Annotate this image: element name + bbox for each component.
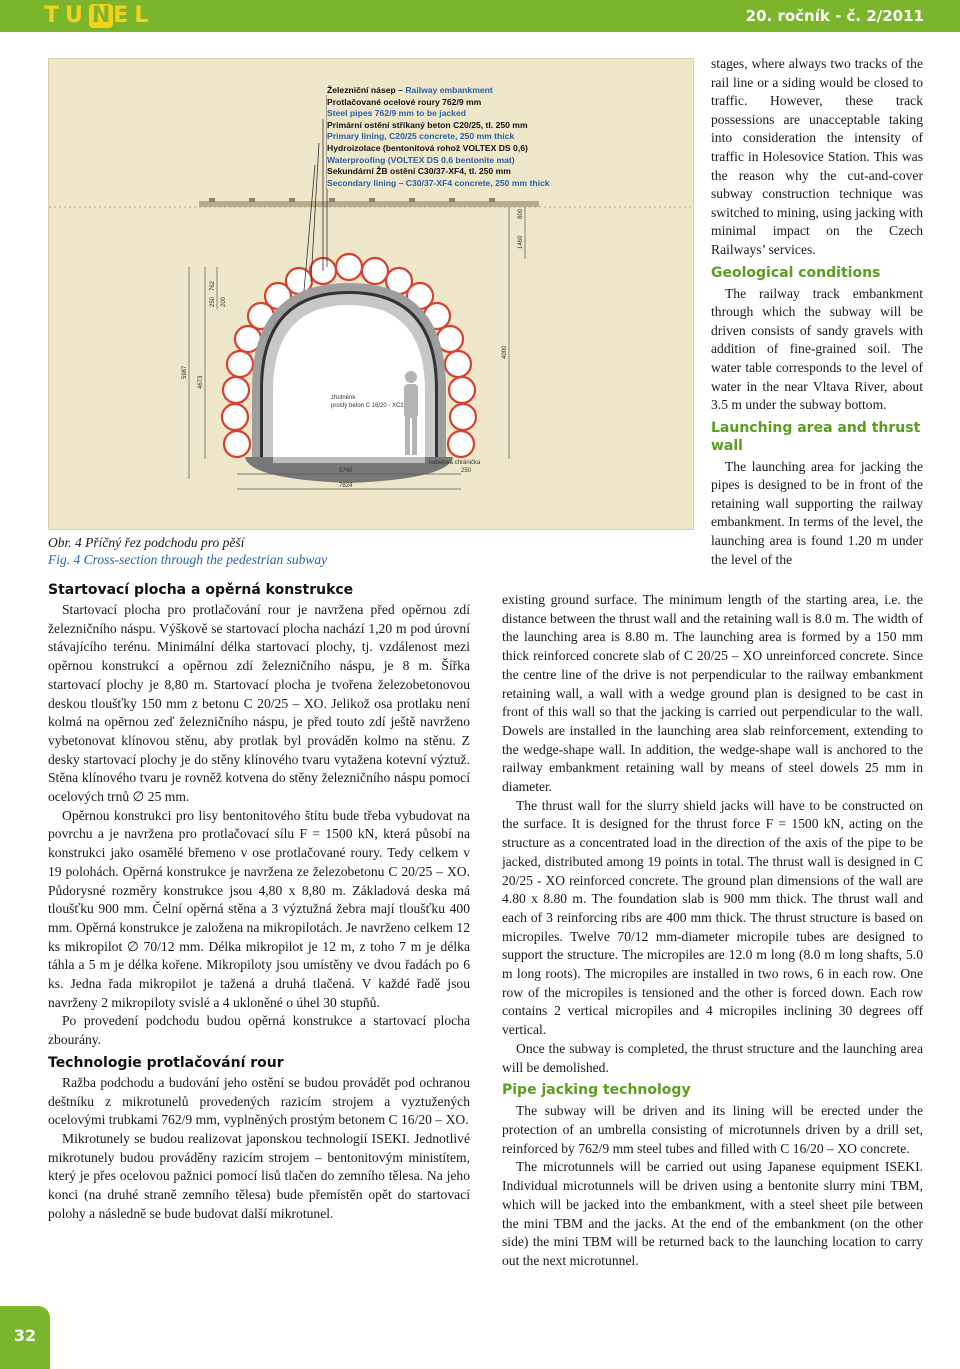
paragraph: Opěrnou konstrukci pro lisy bentonitového štítu bude třeba vybudovat na povrchu a je navržena pro protlačovací sílu F = 1500 kN, která působí na konstrukci jako osamělé břemeno v ose protlačované roury. Tedy celkem v 19 polohách. Opěrná konstrukce je navržena ze železobetonu C 20/25 – XO. Půdorysné rozměry konstrukce jsou 4,80 x 8,80 m. Základová deska má tloušťku 900 mm. Čelní opěrná stěna a 3 výztužná žebra mají tloušťku 400 mm. Opěrná konstrukce je založena na mikropilotách. Je navrženo celkem 12 ks mikropilot ∅ 70/12 mm. Délka mikropilot je 12 m, z toho 7 m je délka táhla a 5 m je délka kořene. Mikropiloty jsou umístěny ve dvou řadách po 6 ks. Jedna řada mikropilot je tažená a druhá tlačená. V každé řadě jsou navrženy 2 mikropiloty svislé a 4 ukloněné o úhel 30 stupňů. [48,807,470,1010]
right-column-bottom [502,591,923,1271]
page-number-tab [0,1306,50,1369]
dim-d2: 4673 [198,375,204,389]
dim-d3: 250 [210,296,216,307]
section-heading: Startovací plocha a opěrná konstrukce [48,582,354,598]
label-fill: zhutněnk [331,395,356,401]
legend-line: Primární ostění stříkaný beton C20/25, tl. 250 mm [327,119,528,130]
section-heading: Launching area and thrust wall [711,419,921,454]
paragraph: Startovací plocha pro protlačování rour je navržena před opěrnou zdí železničního náspu. Výškově se startovací plocha nachází 1,20 m pod úrovní stávajícího terénu. Minimální délka startovací plochy, tj. vzdálenost mezi opěrnou konstrukcí a opěrnou zdí železničního náspu, je 8 m. Šířka startovací plochy je 8,80 m. Startovací plocha je tvořena železobetonovou deskou tloušťky 150 mm z betonu C 20/25 – XO. Jelikož osa protlaku není kolmá na opěrnou zeď železničního náspu, je před touto zdí ještě navrženo vybetonovat klínovou stěnu, aby protlak byl prováděn kolmo na stěnu. Z desky startovací plochy je do stěny klínového tvaru vytažena kotevní výztuž. Stěna klínového tvaru je rovněž kotvena do stěny železničního náspu pomocí ocelových trnů ∅ 25 mm. [48,602,470,805]
legend-line: Steel pipes 762/9 mm to be jacked [327,108,466,119]
dim-d7: 7824 [339,483,353,489]
caption-czech: Obr. 4 Příčný řez podchodu pro pěší [48,535,245,550]
paragraph: The launching area for jacking the pipes is designed to be in front of the retaining wall supporting the railway embankment. In terms of the level, the launching area is found 1.20 m under the level of the [711,458,923,567]
section-heading: Geological conditions [711,264,881,281]
label-cable-duct: kabelová chránička [429,460,481,466]
figure-legend [327,85,627,189]
paragraph: Once the subway is completed, the thrust structure and the launching area will be demolished. [502,1040,923,1075]
paragraph: existing ground surface. The minimum length of the starting area, i.e. the distance between the thrust wall and the retaining wall is 8.0 m. The width of the launching area is 8.80 m. The launching area is formed by a 150 mm thick reinforced concrete slab of C 20/25 – XO unreinforced concrete. Since the centre line of the drive is not perpendicular to the railway embankment retaining wall, a wall with a wedge ground plan is designed to be cast in front of this wall so that the jacking is carried out perpendicular to the wall. Dowels are installed in the launching area slab reinforcement, extending to the wedge-shape wall. In addition, the wedge-shape wall is anchored to the railway embankment retaining wall by means of steel dowels 25 mm in diameter. [502,592,923,795]
page-number: 32 [13,1326,37,1345]
dim-d11: 250 [461,468,472,474]
dim-d5: 200 [221,296,227,307]
left-column [48,581,470,1224]
paragraph: The microtunnels will be carried out using Japanese equipment ISEKI. Individual microtunnels will be driven using a bentonite slurry mini TBM, which will be jacked into the embankment, with a steel sheet pile between the mini TBM and the jacks. At the end of the embankment (on the other side) the mini TBM will be returned back to the launching location to carry out the next microtunnel. [502,1159,923,1268]
dim-d10: 800 [518,208,524,219]
section-heading: Technologie protlačování rour [48,1054,284,1071]
dim-d9: 1460 [518,235,524,249]
figure-caption [48,534,327,568]
legend-line: Waterproofing (VOLTEX DS 0.6 bentonite mat) [327,154,515,165]
paragraph: Mikrotunely se budou realizovat japonskou technologií ISEKI. Jednotlivé mikrotunely budou prováděny razicím strojem – bentonitovým ministítem, který je přes ocelovou pažnici pomocí lisů tlačen do zemního tělesa. Na jeho konci (na druhé straně zemního tělesa) bude přemístěn opět do startovací polohy a následně se bude budovat další mikrotunel. [48,1130,470,1221]
right-column-top [711,55,923,569]
legend-line: Sekundární ŽB ostění C30/37-XF4, tl. 250 mm [327,166,511,177]
header-bar [0,0,960,32]
label-plain-concrete: prostý beton C 16/20 - XC2 [331,403,404,409]
logo-letter-n: N [89,4,113,28]
dim-d4: 762 [210,280,216,291]
cross-section-figure [48,58,694,530]
caption-english: Fig. 4 Cross-section through the pedestrian subway [48,552,328,567]
journal-logo [44,4,154,28]
paragraph: The subway will be driven and its lining will be erected under the protection of an umbrella consisting of microtunnels driven by a drill set, reinforced by 762/9 mm steel tubes and filled with C 16/20 – XO concrete. [502,1103,923,1156]
logo-text-tu: TU [44,3,89,28]
legend-line: Secondary lining – C30/37-XF4 concrete, 250 mm thick [327,177,550,188]
paragraph: The railway track embankment through which the subway will be driven consists of sandy gravels with addition of fine-grained soil. The water table corresponds to the level of water in the near Vltava River, about 3.5 m under the subway bottom. [711,285,923,413]
paragraph: Po provedení podchodu budou opěrná konstrukce a startovací plocha zbourány. [48,1013,470,1048]
legend-line: Protlačované ocelové roury 762/9 mm [327,96,482,107]
logo-text-el: EL [113,3,155,28]
dim-d6: 5740 [339,468,353,474]
paragraph: Ražba podchodu a budování jeho ostění se budou provádět pod ochranou deštníku z mikrotunelů provedených razicím strojem a vyztužených ocelovými trubkami 762/9 mm, vyplněných prostým betonem C 16/20 – XO. [48,1074,470,1128]
legend-line: Železniční násep – Railway embankment [327,85,493,95]
section-heading: Pipe jacking technology [502,1082,691,1099]
legend-line: Hydroizolace (bentonitová rohož VOLTEX DS 0,6) [327,142,528,153]
paragraph: The thrust wall for the slurry shield jacks will have to be constructed on the surface. It is designed for the thrust force F = 1500 kN, acting on the structure as a concentrated load in the direction of the axis of the pipe to be jacked, distributed among 19 points in total. The thrust wall is designed in C 20/25 - XO reinforced concrete. The ground plan dimensions of the wall are 4.80 x 8.80 m. The foundation slab is 900 mm thick. The thrust wall and each of 3 reinforcing ribs are 400 mm thick. The thrust structure is based on micropiles. Twelve 70/12 mm-diameter micropile tubes are designed to support the structure. The micropiles are 12.0 m long (8.0 m long shafts, 5.0 m long roots). The micropiles are installed in two rows, 6 in each row. One row of the micropiles is tensioned and the other is forced down. Each row contains 2 vertical micropiles and 4 micropiles inclining 30 degrees off vertical. [502,797,923,1038]
issue-label: 20. ročník - č. 2/2011 [745,7,924,25]
paragraph: stages, where always two tracks of the rail line or a siding would be closed to traffic. However, these track possessions are unacceptable taking into consideration the intensity of traffic in Holesovice Station. This was the reason why the cut-and-cover subway construction technique was switched to mining, using jacking with minimal impact on the Czech Railways’ services. [711,56,923,257]
dim-d1: 5987 [182,365,188,379]
dim-d8: 4000 [502,345,508,359]
legend-line: Primary lining, C20/25 concrete, 250 mm thick [327,131,515,142]
